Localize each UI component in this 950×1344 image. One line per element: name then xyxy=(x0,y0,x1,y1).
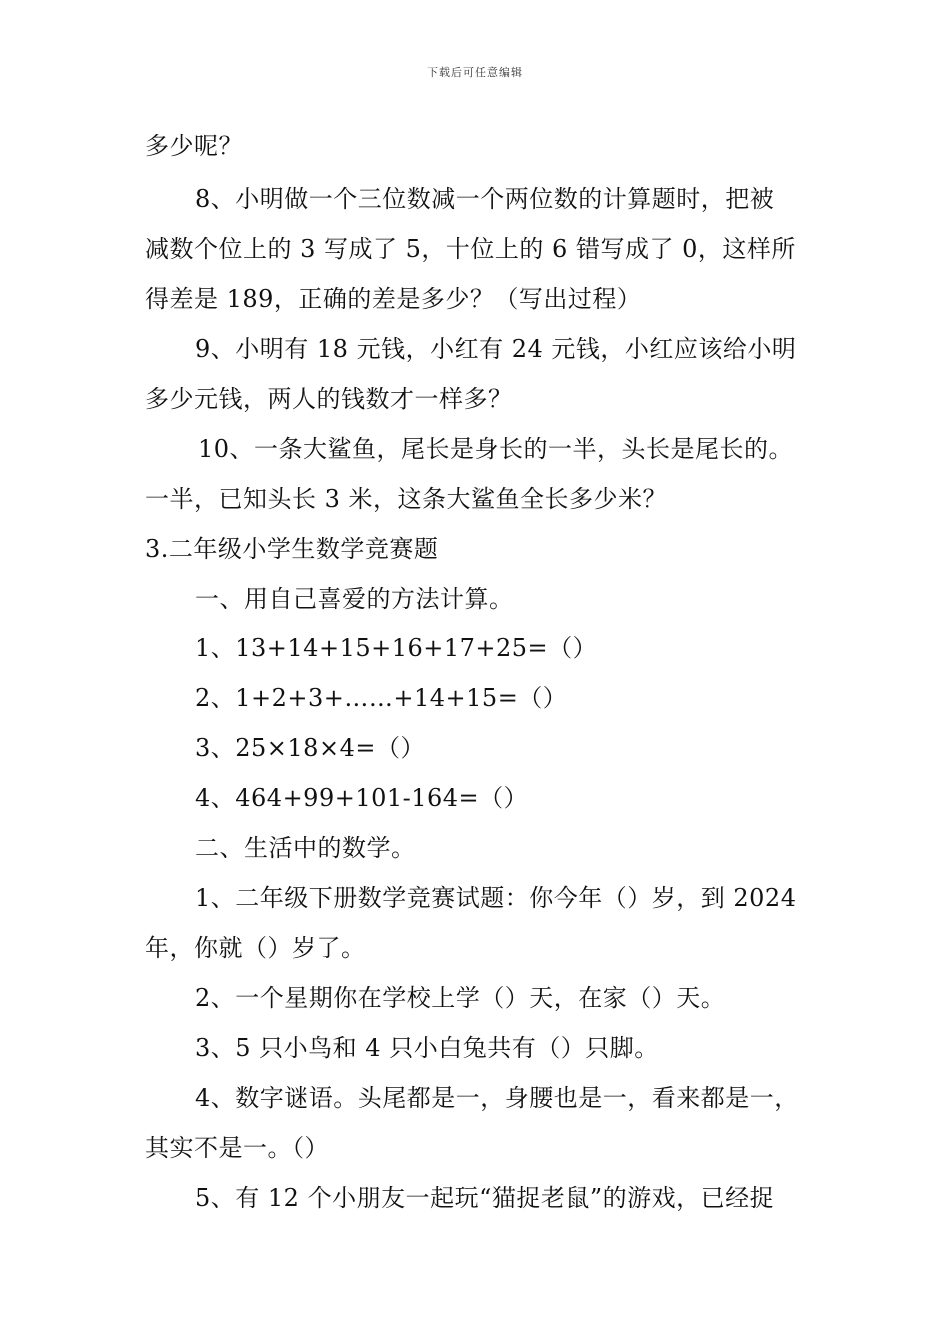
calc-item-4: 4、464+99+101-164=（） xyxy=(195,784,529,812)
text-line: 得差是 189，正确的差是多少？（写出过程） xyxy=(145,285,642,313)
text-line: 减数个位上的 3 写成了 5，十位上的 6 错写成了 0，这样所 xyxy=(145,235,796,263)
text-line: 一半，已知头长 3 米，这条大鲨鱼全长多少米？ xyxy=(145,485,668,513)
calc-item-1: 1、13+14+15+16+17+25=（） xyxy=(195,634,598,662)
calc-item-3: 3、25×18×4=（） xyxy=(195,734,425,762)
life-item-3: 3、5 只小鸟和 4 只小白兔共有（）只脚。 xyxy=(195,1034,659,1062)
part-one-heading: 一、用自己喜爱的方法计算。 xyxy=(195,585,514,613)
question-9-line: 9、小明有 18 元钱，小红有 24 元钱，小红应该给小明 xyxy=(195,335,797,363)
text-line: 多少元钱，两人的钱数才一样多？ xyxy=(145,385,513,413)
page-header: 下载后可任意编辑 xyxy=(427,66,523,79)
life-item-4: 4、数字谜语。头尾都是一，身腰也是一，看来都是一， xyxy=(195,1084,799,1112)
life-item-1: 1、二年级下册数学竞赛试题：你今年（）岁，到 2024 xyxy=(195,884,797,912)
life-item-2: 2、一个星期你在学校上学（）天，在家（）天。 xyxy=(195,984,726,1012)
question-10-line: 10、一条大鲨鱼，尾长是身长的一半，头长是尾长的。 xyxy=(198,435,794,463)
calc-item-2: 2、1+2+3+……+14+15=（） xyxy=(195,684,568,712)
text-line: 其实不是一。（） xyxy=(145,1134,329,1162)
text-line: 多少呢？ xyxy=(145,132,243,160)
question-8-line: 8、小明做一个三位数减一个两位数的计算题时，把被 xyxy=(195,185,775,213)
part-two-heading: 二、生活中的数学。 xyxy=(195,834,416,862)
section-title: 3.二年级小学生数学竞赛题 xyxy=(145,535,439,563)
text-line: 年，你就（）岁了。 xyxy=(145,934,366,962)
life-item-5: 5、有 12 个小朋友一起玩“猫捉老鼠”的游戏，已经捉 xyxy=(195,1184,775,1212)
